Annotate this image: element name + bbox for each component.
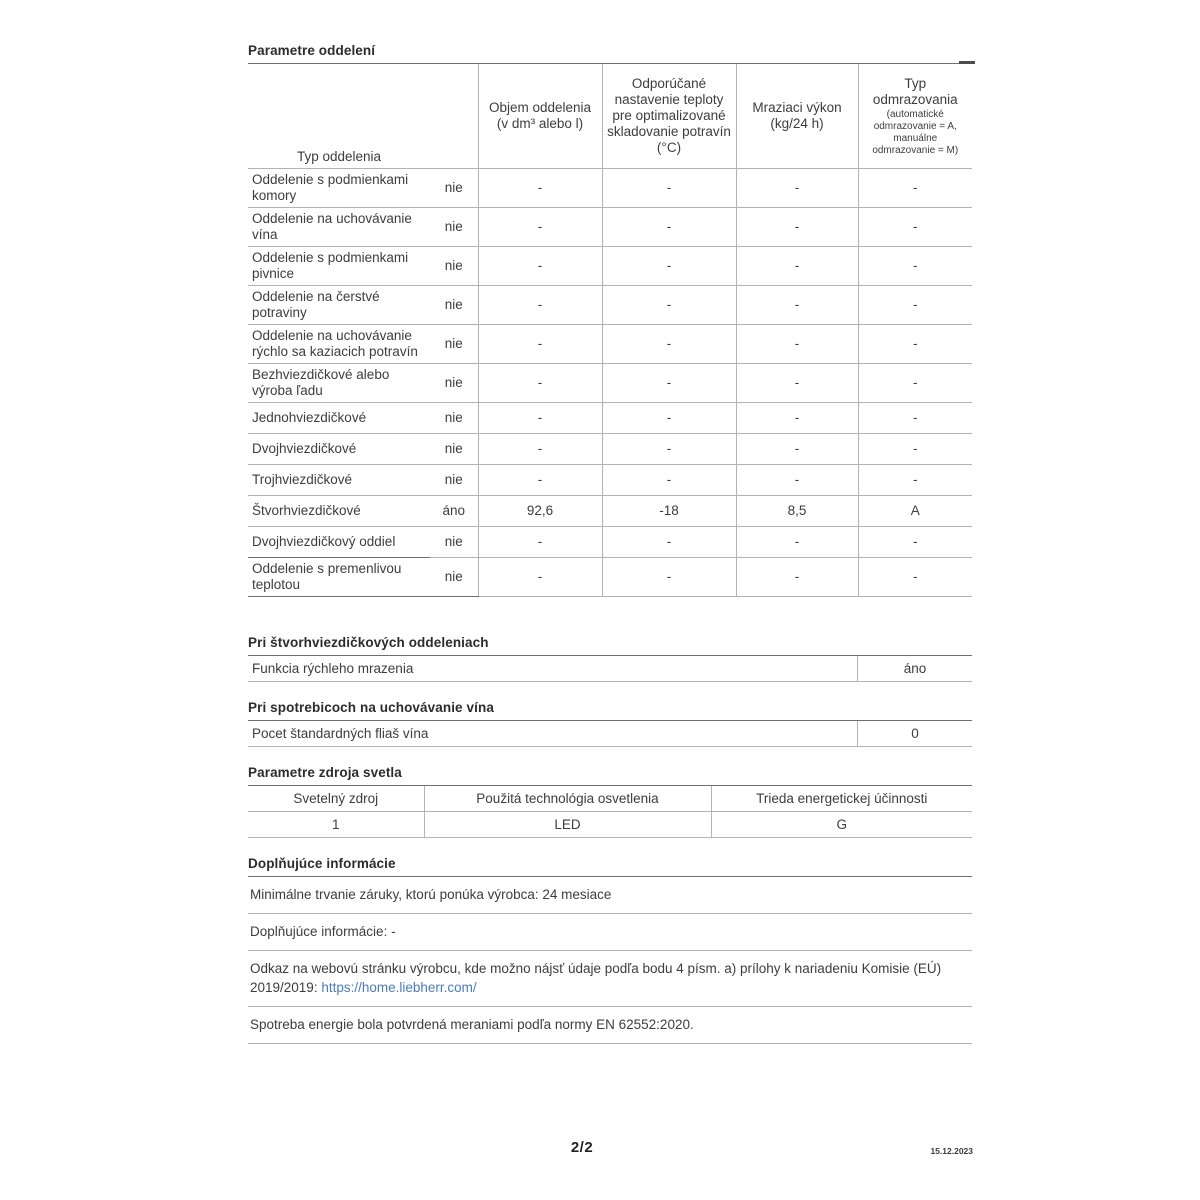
divider-end-dash [959, 61, 975, 64]
cell-present: nie [430, 434, 478, 465]
cell-volume: - [478, 403, 602, 434]
light-source-count: 1 [248, 812, 424, 838]
additional-info-section [248, 856, 972, 1044]
cell-defrost: - [858, 403, 972, 434]
cell-defrost: - [858, 325, 972, 364]
info-text: Minimálne trvanie záruky, ktorú ponúka výrobca: 24 mesiace [250, 887, 612, 902]
cell-present: nie [430, 364, 478, 403]
cell-capacity: - [736, 208, 858, 247]
table-row [248, 465, 972, 496]
cell-present: nie [430, 208, 478, 247]
cell-volume: 92,6 [478, 496, 602, 527]
col-header-defrost-sub: (automatické odmrazovanie = A, manuálne odmrazovanie = M) [872, 108, 959, 156]
cell-present: nie [430, 169, 478, 208]
section-divider [248, 876, 972, 877]
col-header-capacity: Mraziaci výkon (kg/24 h) [736, 64, 858, 169]
cell-present: nie [430, 465, 478, 496]
cell-defrost: - [858, 364, 972, 403]
cell-present: nie [430, 325, 478, 364]
section-title-compartments: Parametre oddelení [248, 43, 376, 58]
cell-capacity: - [736, 558, 858, 597]
cell-defrost: - [858, 527, 972, 558]
cell-label: Dvojhviezdičkové [248, 434, 430, 465]
table-row [248, 527, 972, 558]
cell-defrost: - [858, 169, 972, 208]
cell-capacity: - [736, 325, 858, 364]
info-text: Spotreba energie bola potvrdená meraniami podľa normy EN 62552:2020. [250, 1017, 694, 1032]
cell-temp: - [602, 169, 736, 208]
cell-label: Oddelenie s podmienkami komory [248, 169, 430, 208]
cell-capacity: - [736, 527, 858, 558]
table-row [248, 558, 972, 597]
cell-label: Oddelenie na uchovávanie vína [248, 208, 430, 247]
page-content [248, 43, 972, 1044]
table-row [248, 169, 972, 208]
cell-temp: - [602, 527, 736, 558]
section-divider [248, 63, 972, 64]
cell-capacity: - [736, 465, 858, 496]
info-text: Doplňujúce informácie: - [250, 924, 396, 939]
col-header-temp: Odporúčané nastavenie teploty pre optimalizované skladovanie potravín (°C) [602, 64, 736, 169]
cell-volume: - [478, 465, 602, 496]
cell-present: nie [430, 527, 478, 558]
light-source-table [248, 786, 972, 838]
section-divider [248, 720, 972, 721]
cell-label: Oddelenie s podmienkami pivnice [248, 247, 430, 286]
light-technology: LED [424, 812, 711, 838]
cell-capacity: - [736, 286, 858, 325]
cell-capacity: - [736, 169, 858, 208]
wine-section [248, 700, 972, 747]
table-row [248, 247, 972, 286]
wine-bottles-value: 0 [857, 721, 972, 746]
cell-label: Dvojhviezdičkový oddiel [248, 527, 430, 558]
energy-class: G [711, 812, 972, 838]
cell-label: Oddelenie na čerstvé potraviny [248, 286, 430, 325]
cell-capacity: - [736, 403, 858, 434]
col-header-defrost-main: Typ odmrazovania [872, 75, 958, 107]
cell-capacity: 8,5 [736, 496, 858, 527]
compartments-table-header [248, 64, 972, 169]
cell-present: nie [430, 558, 478, 597]
header-row [248, 64, 972, 169]
cell-capacity: - [736, 434, 858, 465]
info-row [248, 1007, 972, 1044]
fast-freeze-value: áno [857, 656, 972, 681]
compartments-tbody [248, 169, 972, 597]
cell-capacity: - [736, 364, 858, 403]
page-number: 2/2 [570, 1139, 594, 1156]
table-row [248, 325, 972, 364]
compartments-table [248, 64, 972, 597]
cell-present: nie [430, 403, 478, 434]
wine-bottles-label: Pocet štandardných fliaš vína [252, 726, 429, 741]
cell-defrost: - [858, 286, 972, 325]
col-header-type: Typ oddelenia [248, 64, 430, 169]
four-star-section [248, 635, 972, 682]
table-row [248, 208, 972, 247]
cell-temp: - [602, 403, 736, 434]
cell-defrost: - [858, 558, 972, 597]
cell-temp: - [602, 286, 736, 325]
cell-volume: - [478, 325, 602, 364]
cell-volume: - [478, 364, 602, 403]
cell-present: nie [430, 286, 478, 325]
section-divider [248, 785, 972, 786]
cell-volume: - [478, 558, 602, 597]
cell-defrost: - [858, 465, 972, 496]
cell-label: Trojhviezdičkové [248, 465, 430, 496]
cell-defrost: - [858, 247, 972, 286]
document-date: 15.12.2023 [930, 1146, 973, 1156]
light-source-section [248, 765, 972, 838]
col-header-light-source: Svetelný zdroj [248, 786, 424, 812]
cell-label: Štvorhviezdičkové [248, 496, 430, 527]
cell-label: Bezhviezdičkové alebo výroba ľadu [248, 364, 430, 403]
cell-present: áno [430, 496, 478, 527]
cell-temp: - [602, 558, 736, 597]
table-row [248, 403, 972, 434]
cell-temp: -18 [602, 496, 736, 527]
cell-volume: - [478, 527, 602, 558]
col-header-light-technology: Použitá technológia osvetlenia [424, 786, 711, 812]
cell-volume: - [478, 169, 602, 208]
cell-label: Jednohviezdičkové [248, 403, 430, 434]
cell-label: Oddelenie s premenlivou teplotou [248, 558, 430, 597]
cell-volume: - [478, 208, 602, 247]
table-row [248, 496, 972, 527]
cell-defrost: - [858, 434, 972, 465]
cell-volume: - [478, 286, 602, 325]
table-row [248, 434, 972, 465]
wine-bottles-row [248, 721, 972, 747]
fast-freeze-row [248, 656, 972, 682]
info-row [248, 951, 972, 1007]
cell-temp: - [602, 325, 736, 364]
manufacturer-website-link[interactable]: https://home.liebherr.com/ [321, 980, 477, 995]
info-row [248, 877, 972, 914]
col-header-defrost [858, 64, 972, 169]
col-header-volume: Objem oddelenia (v dm³ alebo l) [478, 64, 602, 169]
additional-info-rows [248, 877, 972, 1044]
fast-freeze-label: Funkcia rýchleho mrazenia [252, 661, 414, 676]
light-source-header-row [248, 786, 972, 812]
info-row [248, 914, 972, 951]
section-divider [248, 655, 972, 656]
cell-temp: - [602, 208, 736, 247]
cell-temp: - [602, 434, 736, 465]
cell-volume: - [478, 247, 602, 286]
info-text: Odkaz na webovú stránku výrobcu, kde možno nájsť údaje podľa bodu 4 písm. a) prílohy k nariadeniu Komisie (EÚ) 2019/2019: [250, 961, 942, 995]
cell-present: nie [430, 247, 478, 286]
cell-volume: - [478, 434, 602, 465]
cell-label: Oddelenie na uchovávanie rýchlo sa kaziacich potravín [248, 325, 430, 364]
section-title-wine: Pri spotrebicoch na uchovávanie vína [248, 700, 494, 715]
col-header-energy-class: Trieda energetickej účinnosti [711, 786, 972, 812]
cell-capacity: - [736, 247, 858, 286]
section-title-additional-info: Doplňujúce informácie [248, 856, 396, 871]
table-row [248, 364, 972, 403]
cell-temp: - [602, 364, 736, 403]
col-header-present [430, 64, 478, 169]
light-source-value-row [248, 812, 972, 838]
cell-temp: - [602, 465, 736, 496]
cell-temp: - [602, 247, 736, 286]
cell-defrost: - [858, 208, 972, 247]
section-title-light-source: Parametre zdroja svetla [248, 765, 402, 780]
table-row [248, 286, 972, 325]
section-title-four-star: Pri štvorhviezdičkových oddeleniach [248, 635, 489, 650]
cell-defrost: A [858, 496, 972, 527]
